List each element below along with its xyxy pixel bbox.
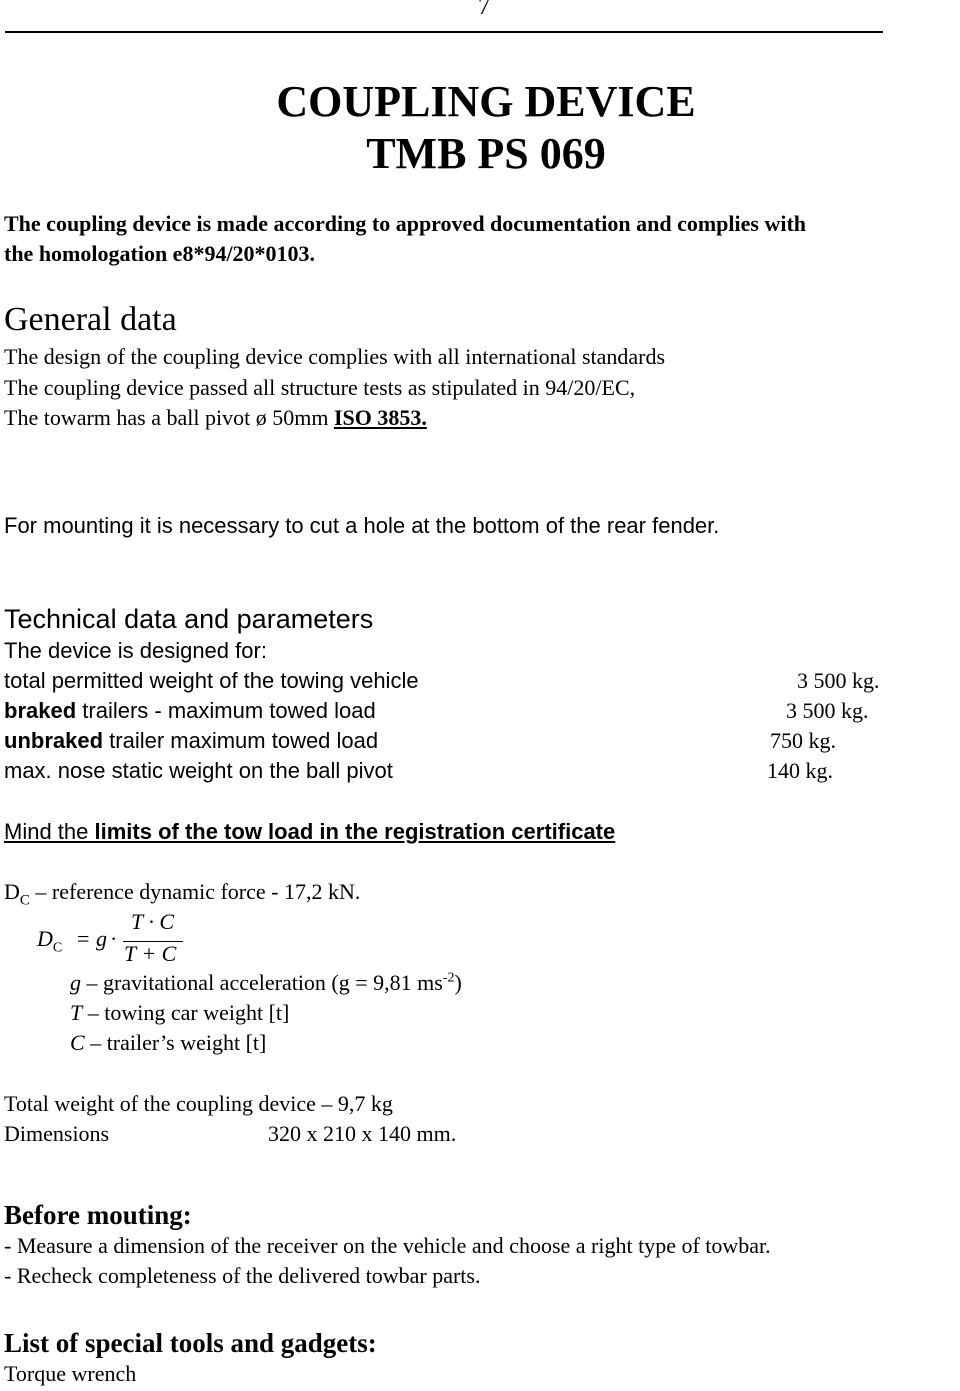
dimensions-value: 320 x 210 x 140 mm. <box>268 1121 457 1146</box>
dynamic-force-line: $D_C$ – reference dynamic force - 17,2 kN. <box>4 879 361 909</box>
total-weight: Total weight of the coupling device – 9,7 kg <box>4 1091 393 1116</box>
formula-legend-item: g – gravitational acceleration (g = 9,81 $ms^{-2}$) <box>70 970 462 995</box>
formula-legend-item: T – towing car weight [t] <box>70 1000 290 1025</box>
tech-row-label: total permitted weight of the towing vehicle <box>4 668 419 693</box>
formula-numerator: T · C <box>131 909 175 934</box>
technical-intro: The device is designed for: <box>4 638 267 663</box>
before-mounting-heading: Before mouting: <box>4 1200 192 1230</box>
intro-line-2: the homologation e8*94/20*0103. <box>4 241 316 266</box>
general-line-2: The coupling device passed all structure tests as stipulated in 94/20/EC, <box>4 375 636 400</box>
general-data-heading: General data <box>4 301 177 338</box>
tools-item: Torque wrench <box>4 1361 137 1386</box>
formula-equals: = <box>77 926 90 951</box>
document-title-line-2: TMB PS 069 <box>366 129 606 178</box>
formula-lhs: $D_C$ <box>37 926 63 956</box>
formula-legend-item: C – trailer’s weight [t] <box>70 1030 267 1055</box>
dimensions-label: Dimensions <box>4 1121 110 1146</box>
intro-line-1: The coupling device is made according to approved documentation and complies with <box>4 211 807 236</box>
tech-row-value: 140 kg. <box>767 758 833 783</box>
document-title-line-1: COUPLING DEVICE <box>276 77 696 126</box>
iso-standard: ISO 3853. <box>333 405 427 430</box>
tech-row-label: unbraked trailer maximum towed load <box>4 728 379 753</box>
page-number: 7 <box>478 0 490 20</box>
formula-dot: · <box>110 926 118 951</box>
formula-g: g <box>96 926 107 951</box>
header-rule <box>5 31 883 33</box>
technical-heading: Technical data and parameters <box>4 604 374 634</box>
tech-row-value: 3 500 kg. <box>797 668 880 693</box>
mounting-note: For mounting it is necessary to cut a hole at the bottom of the rear fender. <box>4 513 720 538</box>
general-line-1: The design of the coupling device complies with all international standards <box>4 344 666 369</box>
formula-denominator: T + C <box>124 941 177 966</box>
before-mounting-item: - Recheck completeness of the delivered towbar parts. <box>4 1263 481 1288</box>
general-line-3 <box>4 405 427 431</box>
before-mounting-item: - Measure a dimension of the receiver on the vehicle and choose a right type of towbar. <box>4 1233 771 1258</box>
tech-row-label: max. nose static weight on the ball pivot <box>4 758 393 783</box>
tech-row-value: 3 500 kg. <box>786 698 869 723</box>
limits-note: Mind the limits of the tow load in the registration certificate <box>4 819 616 844</box>
tools-heading: List of special tools and gadgets: <box>4 1328 377 1358</box>
tech-row-label: braked trailers - maximum towed load <box>4 698 376 723</box>
ball-pivot-text: The towarm has a ball pivot ø 50mm <box>4 405 329 430</box>
tech-row-value: 750 kg. <box>770 728 836 753</box>
